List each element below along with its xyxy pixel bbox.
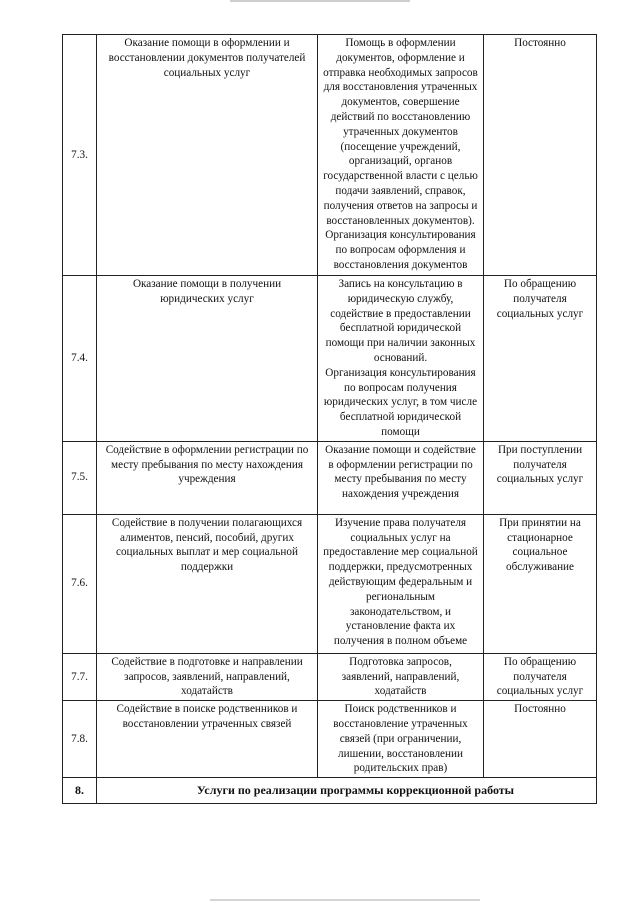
section-row bbox=[63, 778, 597, 804]
row-number: 7.8. bbox=[63, 701, 97, 778]
service-description: Изучение права получателя социальных услуг на предоставление мер социальной поддержки, предусмотренных действующим федеральным и региональным законодательством, и установление факта их получения в полном объеме bbox=[318, 514, 484, 653]
service-name: Содействие в получении полагающихся алиментов, пенсий, пособий, других социальных выплат и мер социальной поддержки bbox=[97, 514, 318, 653]
service-term: По обращению получателя социальных услуг bbox=[484, 276, 597, 442]
services-table bbox=[62, 34, 597, 804]
service-term: При принятии на стационарное социальное обслуживание bbox=[484, 514, 597, 653]
scan-edge-mark-bottom bbox=[210, 899, 480, 901]
row-number: 7.3. bbox=[63, 35, 97, 276]
table-row bbox=[63, 35, 597, 276]
table-row bbox=[63, 441, 597, 514]
service-term: Постоянно bbox=[484, 701, 597, 778]
row-number: 7.5. bbox=[63, 441, 97, 514]
table-row bbox=[63, 514, 597, 653]
service-description: Поиск родственников и восстановление утраченных связей (при ограничении, лишении, восстановлении родительских прав) bbox=[318, 701, 484, 778]
service-name: Оказание помощи в получении юридических услуг bbox=[97, 276, 318, 442]
section-title: Услуги по реализации программы коррекционной работы bbox=[97, 778, 597, 804]
service-term: При поступлении получателя социальных услуг bbox=[484, 441, 597, 514]
service-name: Оказание помощи в оформлении и восстановлении документов получателей социальных услуг bbox=[97, 35, 318, 276]
service-name: Содействие в оформлении регистрации по месту пребывания по месту нахождения учреждения bbox=[97, 441, 318, 514]
service-description: Запись на консультацию в юридическую службу, содействие в предоставлении бесплатной юридической помощи при наличии законных оснований. Организация консультирования по вопросам получения юридических услуг, в том числе бесплатной юридической помощи bbox=[318, 276, 484, 442]
service-name: Содействие в поиске родственников и восстановлении утраченных связей bbox=[97, 701, 318, 778]
service-description: Подготовка запросов, заявлений, направлений, ходатайств bbox=[318, 653, 484, 700]
service-description: Оказание помощи и содействие в оформлении регистрации по месту пребывания по месту нахождения учреждения bbox=[318, 441, 484, 514]
table-row bbox=[63, 653, 597, 700]
service-term: По обращению получателя социальных услуг bbox=[484, 653, 597, 700]
service-name: Содействие в подготовке и направлении запросов, заявлений, направлений, ходатайств bbox=[97, 653, 318, 700]
row-number: 7.7. bbox=[63, 653, 97, 700]
section-number: 8. bbox=[63, 778, 97, 804]
row-number: 7.4. bbox=[63, 276, 97, 442]
scan-edge-mark-top bbox=[230, 0, 410, 2]
service-description: Помощь в оформлении документов, оформление и отправка необходимых запросов для восстановления утраченных документов, совершение действий по восстановлению утраченных документов (посещение учреждений, организаций, органов государственной власти с целью подачи заявлений, справок, получения ответов на запросы и восстановленных документов). Организация консультирования по вопросам оформления и восстановления документов bbox=[318, 35, 484, 276]
service-term: Постоянно bbox=[484, 35, 597, 276]
row-number: 7.6. bbox=[63, 514, 97, 653]
table-row bbox=[63, 276, 597, 442]
table-row bbox=[63, 701, 597, 778]
